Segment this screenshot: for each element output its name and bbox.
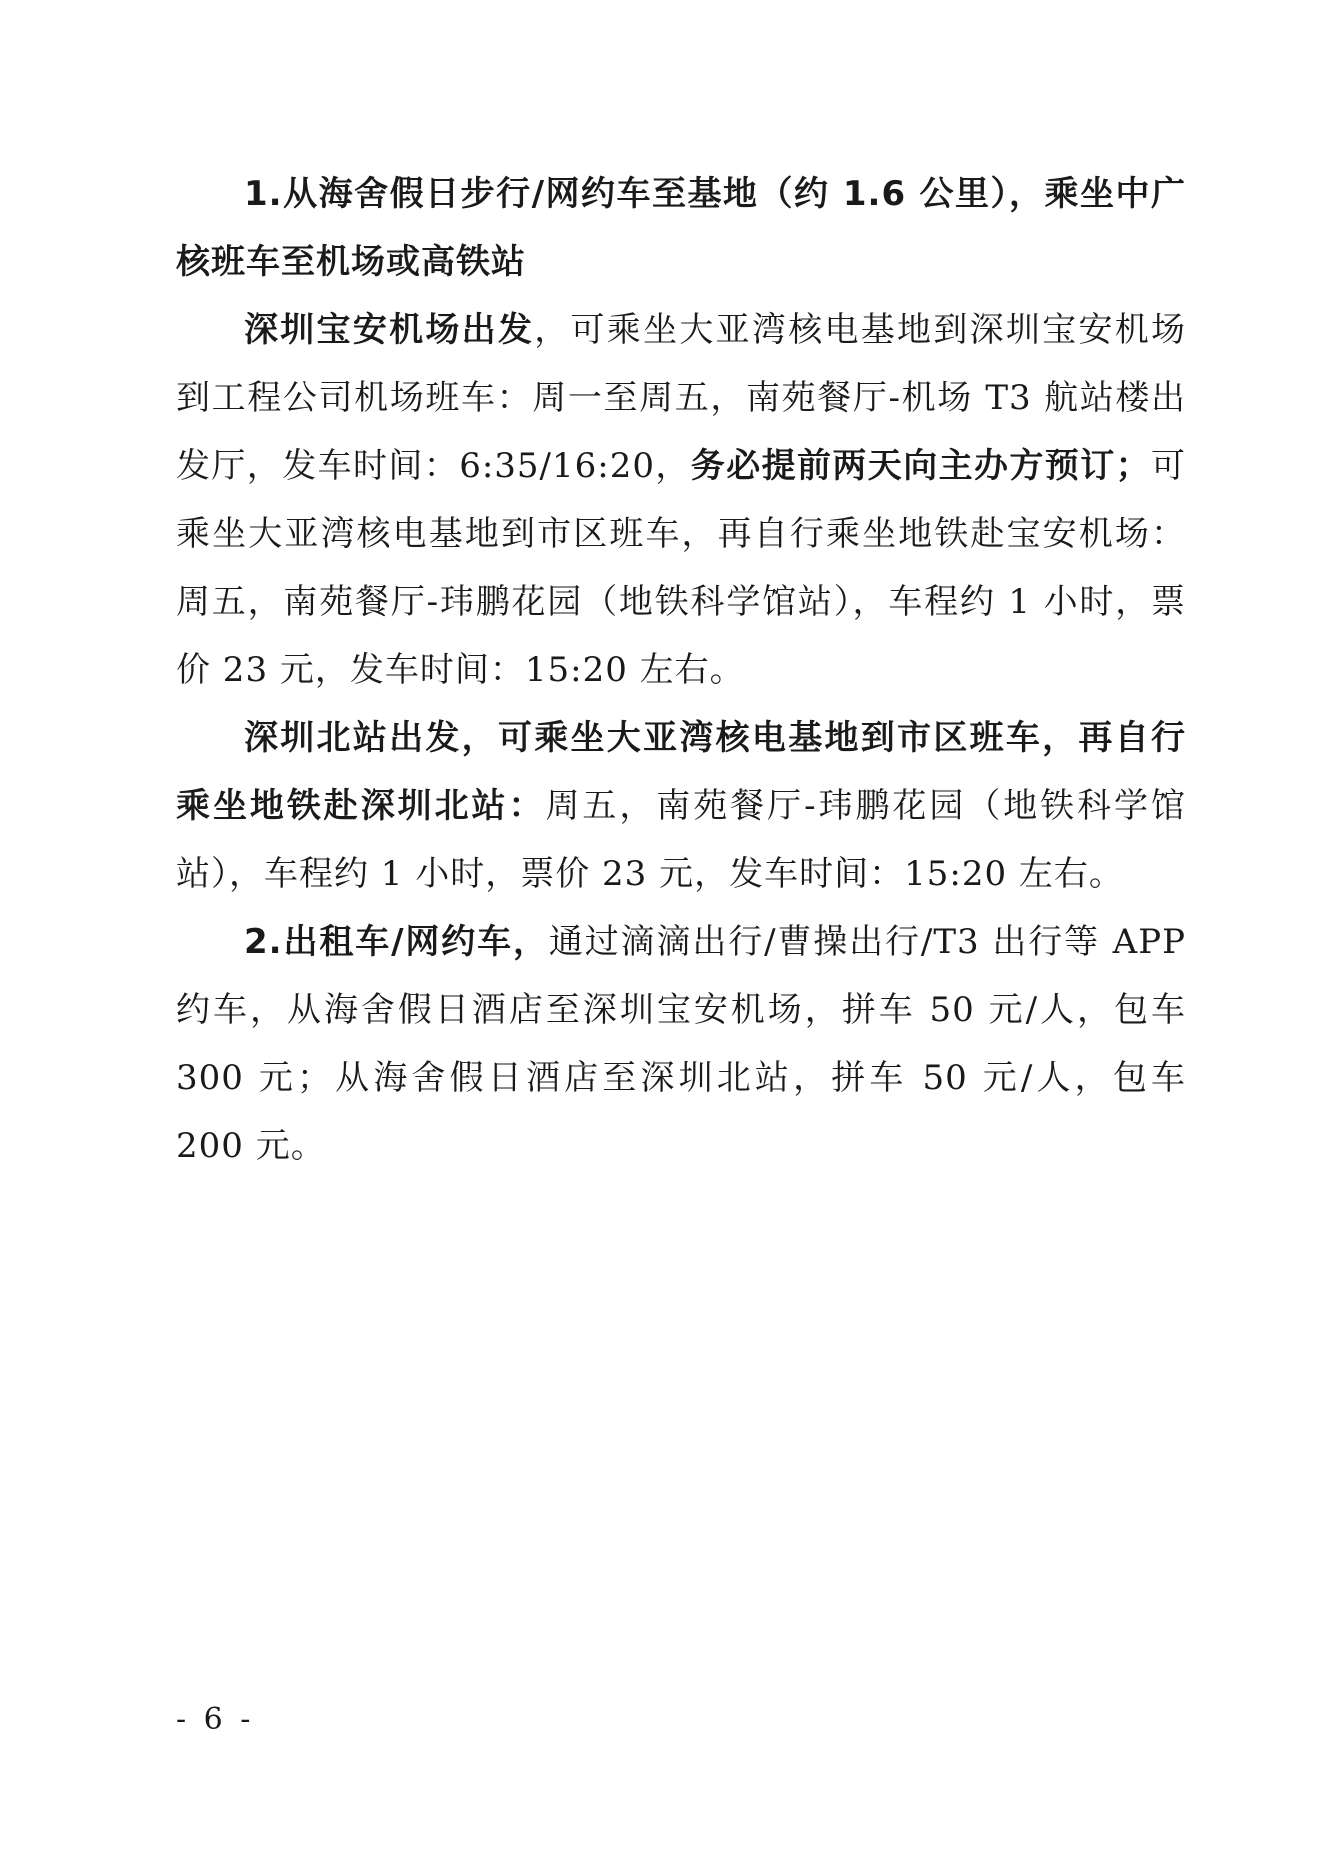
section-2-taxi (176, 908, 1186, 1180)
document-body (176, 160, 1186, 1180)
north-station-lead: 深圳北站出发，可乘坐大亚湾核电基地到市区班车，再自行乘坐地铁赴深圳北站： (176, 718, 1186, 826)
paragraph-north-station-departure (176, 704, 1186, 908)
airport-booking-notice: 务必提前两天向主办方预订； (690, 446, 1151, 486)
north-station-text: 周五，南苑餐厅-玮鹏花园（地铁科学馆站），车程约 1 小时，票价 23 元，发车时间：15:20 左右。 (176, 786, 1186, 894)
paragraph-airport-departure (176, 296, 1186, 704)
page-number: - 6 - (176, 1702, 255, 1737)
airport-departure-lead: 深圳宝安机场出发 (244, 310, 535, 350)
section-2-lead: 2.出租车/网约车， (244, 922, 549, 962)
section-2-text: 通过滴滴出行/曹操出行/T3 出行等 APP 约车，从海舍假日酒店至深圳宝安机场，拼车 50 元/人，包车 300 元；从海舍假日酒店至深圳北站，拼车 50 元/人，包车 200 元。 (176, 922, 1186, 1166)
airport-departure-text-b: 可乘坐大亚湾核电基地到市区班车，再自行乘坐地铁赴宝安机场：周五，南苑餐厅-玮鹏花园（地铁科学馆站），车程约 1 小时，票价 23 元，发车时间：15:20 左右。 (176, 446, 1187, 690)
section-1-heading (176, 160, 1186, 296)
airport-departure-text-a: ，可乘坐大亚湾核电基地到深圳宝安机场到工程公司机场班车：周一至周五，南苑餐厅-机场 T3 航站楼出发厅，发车时间：6:35/16:20， (176, 310, 1187, 486)
section-1-heading-text: 1.从海舍假日步行/网约车至基地（约 1.6 公里），乘坐中广核班车至机场或高铁站 (176, 174, 1186, 282)
